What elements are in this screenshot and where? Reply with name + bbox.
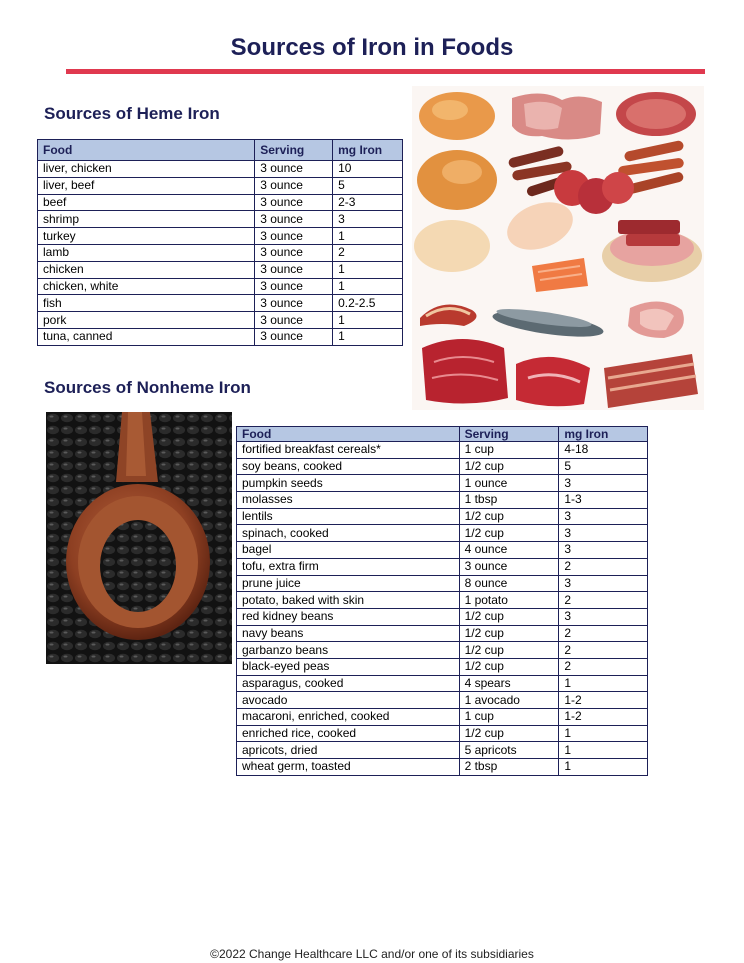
serving-cell: 3 ounce (255, 177, 333, 194)
serving-cell: 1/2 cup (459, 508, 559, 525)
food-cell: wheat germ, toasted (237, 759, 460, 776)
table-row (237, 592, 648, 609)
black-beans-spoon-photo (46, 412, 232, 664)
serving-cell: 1 tbsp (459, 492, 559, 509)
mg-iron-cell: 2 (559, 658, 648, 675)
column-header-food: Food (38, 140, 255, 161)
column-header-food: Food (237, 427, 460, 442)
serving-cell: 3 ounce (255, 194, 333, 211)
food-cell: fish (38, 295, 255, 312)
column-header-mg-iron: mg Iron (333, 140, 403, 161)
mg-iron-cell: 1-2 (559, 709, 648, 726)
serving-cell: 3 ounce (255, 328, 333, 345)
table-row (237, 625, 648, 642)
serving-cell: 3 ounce (459, 558, 559, 575)
table-row (38, 278, 403, 295)
food-cell: liver, chicken (38, 161, 255, 178)
serving-cell: 3 ounce (255, 211, 333, 228)
table-row (38, 161, 403, 178)
serving-cell: 1/2 cup (459, 525, 559, 542)
mg-iron-cell: 3 (559, 608, 648, 625)
mg-iron-cell: 10 (333, 161, 403, 178)
mg-iron-cell: 1 (333, 312, 403, 329)
table-row (237, 525, 648, 542)
meat-assortment-photo (412, 86, 704, 410)
table-row (237, 709, 648, 726)
heme-iron-table (37, 139, 403, 346)
serving-cell: 3 ounce (255, 161, 333, 178)
food-cell: pork (38, 312, 255, 329)
table-row (237, 558, 648, 575)
food-cell: macaroni, enriched, cooked (237, 709, 460, 726)
serving-cell: 1/2 cup (459, 642, 559, 659)
serving-cell: 1/2 cup (459, 658, 559, 675)
food-cell: shrimp (38, 211, 255, 228)
title-divider (66, 69, 705, 74)
mg-iron-cell: 3 (559, 542, 648, 559)
mg-iron-cell: 5 (333, 177, 403, 194)
food-cell: lentils (237, 508, 460, 525)
column-header-serving: Serving (459, 427, 559, 442)
serving-cell: 1/2 cup (459, 608, 559, 625)
food-cell: asparagus, cooked (237, 675, 460, 692)
table-header-row (237, 427, 648, 442)
food-cell: spinach, cooked (237, 525, 460, 542)
table-row (237, 658, 648, 675)
food-cell: soy beans, cooked (237, 458, 460, 475)
mg-iron-cell: 3 (559, 508, 648, 525)
table-row (237, 458, 648, 475)
mg-iron-cell: 1 (559, 675, 648, 692)
table-row (237, 575, 648, 592)
table-row (237, 759, 648, 776)
serving-cell: 1 avocado (459, 692, 559, 709)
table-row (38, 261, 403, 278)
food-cell: beef (38, 194, 255, 211)
serving-cell: 1 cup (459, 442, 559, 459)
food-cell: avocado (237, 692, 460, 709)
table-row (38, 228, 403, 245)
mg-iron-cell: 2 (559, 642, 648, 659)
mg-iron-cell: 0.2-2.5 (333, 295, 403, 312)
mg-iron-cell: 2 (559, 592, 648, 609)
serving-cell: 4 spears (459, 675, 559, 692)
table-row (38, 194, 403, 211)
table-row (237, 442, 648, 459)
food-cell: red kidney beans (237, 608, 460, 625)
mg-iron-cell: 1 (333, 261, 403, 278)
serving-cell: 3 ounce (255, 295, 333, 312)
serving-cell: 3 ounce (255, 261, 333, 278)
serving-cell: 1 ounce (459, 475, 559, 492)
food-cell: chicken, white (38, 278, 255, 295)
food-cell: potato, baked with skin (237, 592, 460, 609)
serving-cell: 1/2 cup (459, 725, 559, 742)
serving-cell: 1/2 cup (459, 625, 559, 642)
table-row (237, 725, 648, 742)
mg-iron-cell: 4-18 (559, 442, 648, 459)
mg-iron-cell: 1-2 (559, 692, 648, 709)
food-cell: enriched rice, cooked (237, 725, 460, 742)
serving-cell: 1/2 cup (459, 458, 559, 475)
food-cell: lamb (38, 244, 255, 261)
mg-iron-cell: 1 (559, 742, 648, 759)
table-row (38, 177, 403, 194)
mg-iron-cell: 3 (559, 475, 648, 492)
mg-iron-cell: 2 (559, 558, 648, 575)
table-row (237, 642, 648, 659)
mg-iron-cell: 2-3 (333, 194, 403, 211)
table-row (38, 244, 403, 261)
mg-iron-cell: 5 (559, 458, 648, 475)
food-cell: black-eyed peas (237, 658, 460, 675)
serving-cell: 3 ounce (255, 228, 333, 245)
food-cell: apricots, dried (237, 742, 460, 759)
food-cell: liver, beef (38, 177, 255, 194)
serving-cell: 2 tbsp (459, 759, 559, 776)
food-cell: chicken (38, 261, 255, 278)
table-row (237, 692, 648, 709)
serving-cell: 4 ounce (459, 542, 559, 559)
food-cell: navy beans (237, 625, 460, 642)
serving-cell: 1 cup (459, 709, 559, 726)
food-cell: tuna, canned (38, 328, 255, 345)
serving-cell: 1 potato (459, 592, 559, 609)
food-cell: tofu, extra firm (237, 558, 460, 575)
serving-cell: 5 apricots (459, 742, 559, 759)
mg-iron-cell: 1 (333, 278, 403, 295)
serving-cell: 8 ounce (459, 575, 559, 592)
serving-cell: 3 ounce (255, 312, 333, 329)
serving-cell: 3 ounce (255, 244, 333, 261)
mg-iron-cell: 1-3 (559, 492, 648, 509)
mg-iron-cell: 1 (559, 725, 648, 742)
nonheme-iron-table (236, 426, 648, 776)
mg-iron-cell: 2 (559, 625, 648, 642)
food-cell: fortified breakfast cereals* (237, 442, 460, 459)
mg-iron-cell: 1 (559, 759, 648, 776)
table-row (38, 328, 403, 345)
copyright-footer: ©2022 Change Healthcare LLC and/or one of its subsidiaries (210, 947, 534, 961)
table-row (237, 675, 648, 692)
food-cell: bagel (237, 542, 460, 559)
table-row (237, 742, 648, 759)
food-cell: prune juice (237, 575, 460, 592)
table-row (237, 508, 648, 525)
column-header-serving: Serving (255, 140, 333, 161)
column-header-mg-iron: mg Iron (559, 427, 648, 442)
food-cell: garbanzo beans (237, 642, 460, 659)
heme-section-heading: Sources of Heme Iron (44, 104, 220, 123)
mg-iron-cell: 3 (333, 211, 403, 228)
food-cell: turkey (38, 228, 255, 245)
mg-iron-cell: 3 (559, 525, 648, 542)
page-title: Sources of Iron in Foods (230, 34, 514, 61)
table-row (237, 492, 648, 509)
table-row (38, 295, 403, 312)
table-row (237, 542, 648, 559)
table-row (237, 608, 648, 625)
mg-iron-cell: 1 (333, 228, 403, 245)
table-header-row (38, 140, 403, 161)
serving-cell: 3 ounce (255, 278, 333, 295)
mg-iron-cell: 1 (333, 328, 403, 345)
food-cell: pumpkin seeds (237, 475, 460, 492)
mg-iron-cell: 3 (559, 575, 648, 592)
table-row (237, 475, 648, 492)
food-cell: molasses (237, 492, 460, 509)
mg-iron-cell: 2 (333, 244, 403, 261)
nonheme-section-heading: Sources of Nonheme Iron (44, 378, 251, 397)
table-row (38, 312, 403, 329)
table-row (38, 211, 403, 228)
